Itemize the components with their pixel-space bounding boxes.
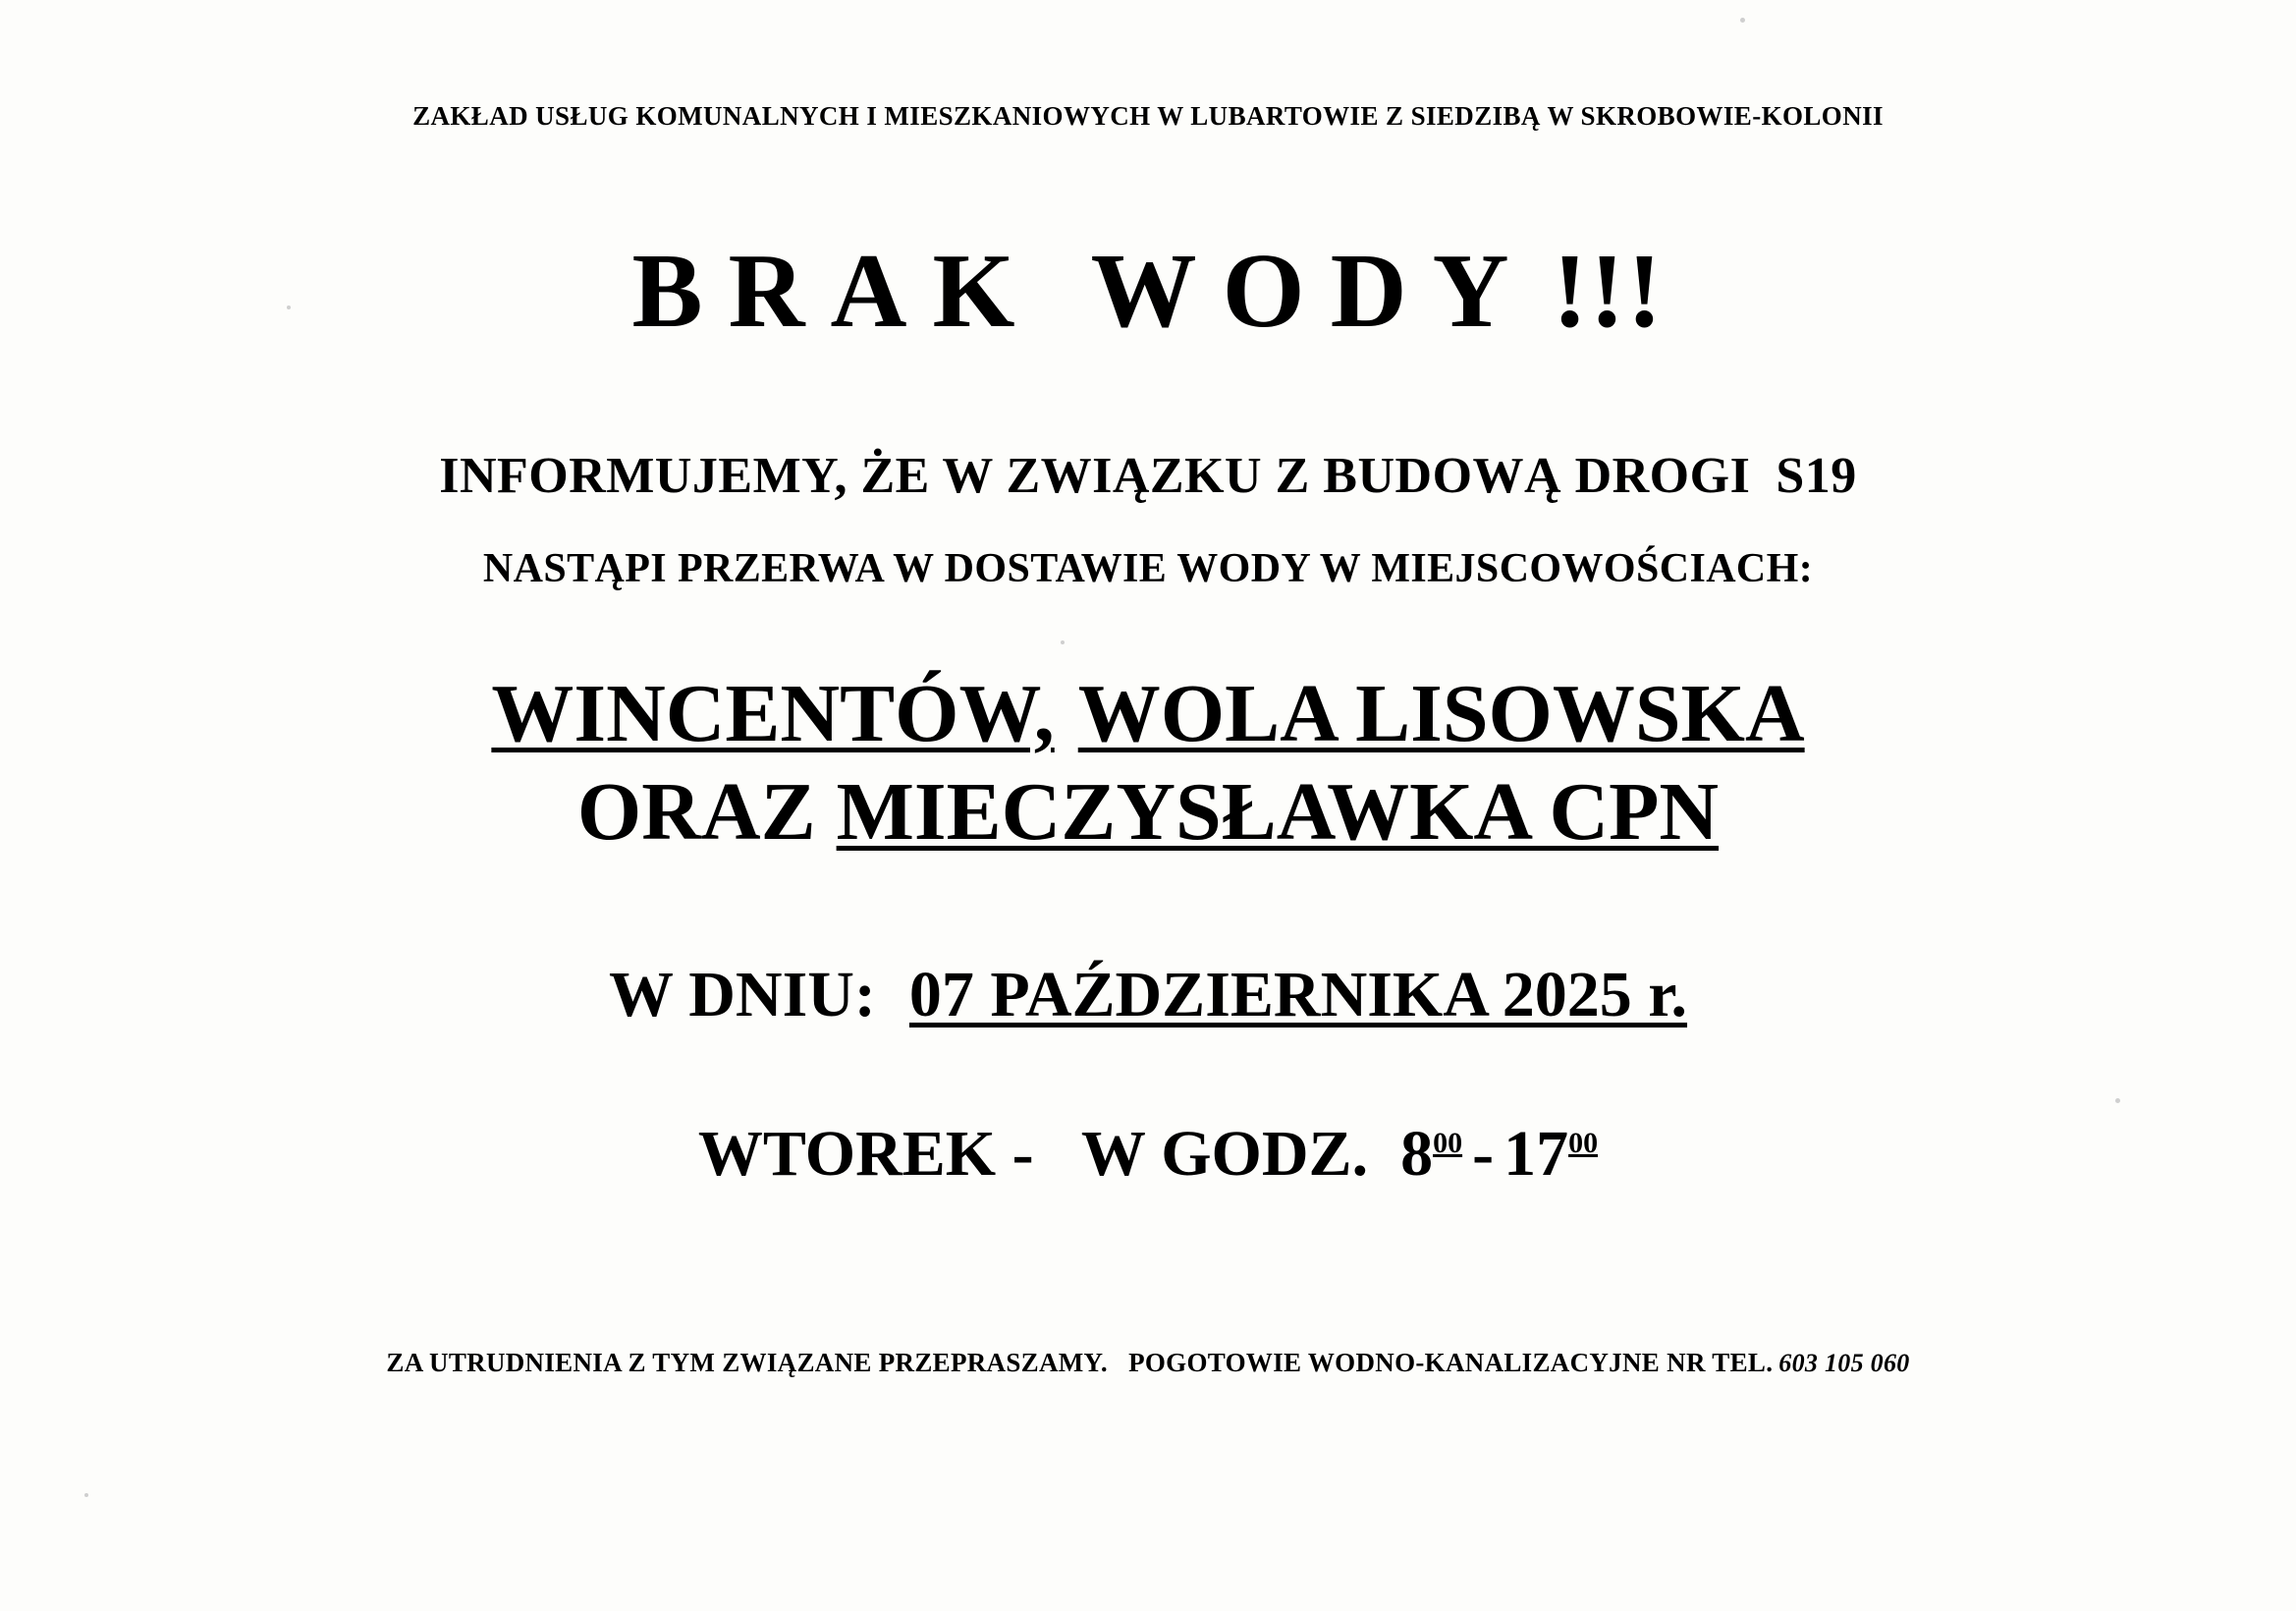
road-number: S19 xyxy=(1776,448,1857,504)
hours-label: W GODZ. xyxy=(1080,1118,1369,1190)
footer-note xyxy=(0,1348,2296,1378)
weekday-label: WTOREK - xyxy=(697,1118,1034,1190)
date-label: W DNIU: xyxy=(608,959,876,1030)
headline-main-text: BRAK WODY xyxy=(631,233,1535,350)
scan-speck xyxy=(1061,640,1065,644)
info-line-1-text: INFORMUJEMY, ŻE W ZWIĄZKU Z BUDOWĄ DROGI xyxy=(439,448,1751,504)
locality-wincentow: WINCENTÓW, xyxy=(491,668,1055,759)
date-value: 07 PAŹDZIERNIKA 2025 r. xyxy=(908,959,1688,1030)
scan-speck xyxy=(84,1493,88,1497)
apology-text: ZA UTRUDNIENIA Z TYM ZWIĄZANE PRZEPRASZAMY. xyxy=(386,1348,1108,1377)
hours-separator: - xyxy=(1472,1118,1495,1190)
start-minutes: 00 xyxy=(1433,1127,1463,1159)
end-minutes: 00 xyxy=(1568,1127,1599,1159)
outage-hours-line xyxy=(0,1117,2296,1192)
outage-date-line xyxy=(0,958,2296,1032)
start-hour: 8 xyxy=(1400,1118,1434,1190)
localities-line-2 xyxy=(0,766,2296,859)
localities-line-1 xyxy=(0,668,2296,760)
localities-conjunction: ORAZ xyxy=(576,766,816,859)
locality-mieczyslawka-cpn: MIECZYSŁAWKA CPN xyxy=(836,766,1720,859)
outage-schedule xyxy=(0,958,2296,1192)
locality-wola-lisowska: WOLA LISOWSKA xyxy=(1077,668,1805,759)
affected-localities xyxy=(0,668,2296,859)
scan-speck xyxy=(1740,18,1745,23)
headline-exclamation: !!! xyxy=(1552,233,1665,350)
end-hour: 17 xyxy=(1503,1118,1569,1190)
info-line-2: NASTĄPI PRZERWA W DOSTAWIE WODY W MIEJSCOWOŚCIACH: xyxy=(482,546,1814,591)
info-line-1 xyxy=(0,447,2296,505)
emergency-phone: 603 105 060 xyxy=(1778,1349,1910,1377)
page-title xyxy=(0,233,2296,350)
emergency-label: POGOTOWIE WODNO-KANALIZACYJNE NR TEL. xyxy=(1128,1348,1774,1377)
organization-header: ZAKŁAD USŁUG KOMUNALNYCH I MIESZKANIOWYCH W LUBARTOWIE Z SIEDZIBĄ W SKROBOWIE-KOLONII xyxy=(412,101,1884,131)
